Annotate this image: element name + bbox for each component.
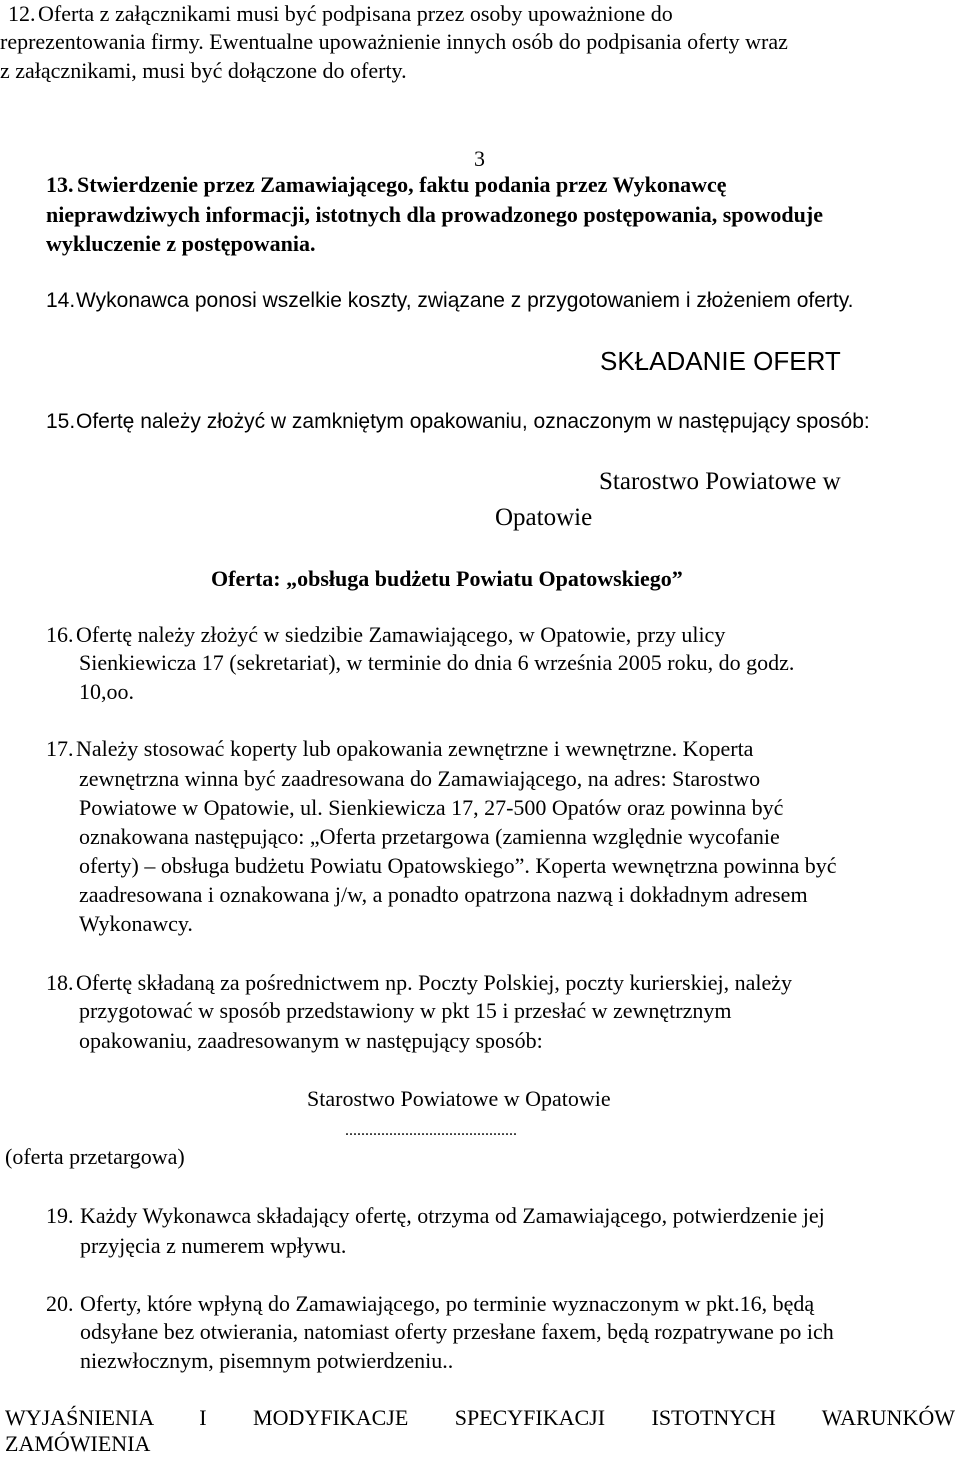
footer-heading-line-2: ZAMÓWIENIA [5, 1431, 151, 1456]
item-18-dots: ........................................... [345, 1122, 517, 1139]
item-16-line-2: Sienkiewicza 17 (sekretariat), w terminie do dnia 6 września 2005 roku, do godz. [79, 650, 795, 675]
item-16-line-1: Ofertę należy złożyć w siedzibie Zamawiającego, w Opatowie, przy ulicy [76, 622, 726, 647]
item-20-line-2: odsyłane bez otwierania, natomiast oferty przesłane faxem, będą rozpatrywane po ich [80, 1319, 834, 1344]
footer-heading-line-1: WYJAŚNIENIA I MODYFIKACJE SPECYFIKACJI ISTOTNYCH WARUNKÓW [5, 1405, 955, 1430]
item-19-line-1: Każdy Wykonawca składający ofertę, otrzyma od Zamawiającego, potwierdzenie jej [80, 1203, 825, 1228]
item-20-line-3: niezwłocznym, pisemnym potwierdzeniu.. [80, 1348, 454, 1373]
item-18-note: (oferta przetargowa) [5, 1144, 185, 1169]
item-15-number: 15. [46, 410, 76, 433]
item-18-line-1: Ofertę składaną za pośrednictwem np. Poczty Polskiej, poczty kurierskiej, należy [76, 970, 792, 995]
item-17-number: 17. [46, 736, 74, 761]
item-12-line-3: z załącznikami, musi być dołączone do oferty. [0, 58, 407, 83]
item-18-line-3: opakowaniu, zaadresowanym w następujący sposób: [79, 1028, 543, 1053]
item-17-line-3: Powiatowe w Opatowie, ul. Sienkiewicza 17, 27-500 Opatów oraz powinna być [79, 795, 784, 820]
item-18-number: 18. [46, 970, 74, 995]
item-13-line-3: wykluczenie z postępowania. [46, 231, 316, 256]
item-15-address-line-2: Opatowie [495, 504, 593, 531]
item-15-line-1: Ofertę należy złożyć w zamkniętym opakowaniu, oznaczonym w następujący sposób: [76, 410, 870, 433]
item-17-line-2: zewnętrzna winna być zaadresowana do Zamawiającego, na adres: Starostwo [79, 766, 761, 791]
item-13-line-2: nieprawdziwych informacji, istotnych dla prowadzonego postępowania, spowoduje [46, 202, 823, 227]
item-17-line-7: Wykonawcy. [79, 911, 193, 936]
item-12-line-2: reprezentowania firmy. Ewentualne upoważnienie innych osób do podpisania oferty wraz [0, 29, 788, 54]
page-number: 3 [474, 146, 485, 171]
item-18-address: Starostwo Powiatowe w Opatowie [307, 1086, 611, 1111]
item-19-line-2: przyjęcia z numerem wpływu. [80, 1233, 347, 1258]
item-12-number: 12. [8, 1, 36, 26]
item-17-line-1: Należy stosować koperty lub opakowania zewnętrzne i wewnętrzne. Koperta [76, 736, 754, 761]
item-15-address-line-1: Starostwo Powiatowe w [599, 468, 841, 495]
item-17-line-6: zaadresowana i oznakowana j/w, a ponadto opatrzona nazwą i dokładnym adresem [79, 882, 808, 907]
item-14-line-1: Wykonawca ponosi wszelkie koszty, związane z przygotowaniem i złożeniem oferty. [76, 289, 854, 312]
item-13-line-1: Stwierdzenie przez Zamawiającego, faktu podania przez Wykonawcę [77, 172, 727, 197]
item-16-line-3: 10,oo. [79, 679, 134, 704]
item-20-number: 20. [46, 1291, 74, 1316]
item-19-number: 19. [46, 1203, 74, 1228]
item-15-offer-label: Oferta: „obsługa budżetu Powiatu Opatowskiego” [211, 566, 683, 591]
item-14-number: 14. [46, 289, 76, 312]
item-17-line-4: oznakowana następująco: „Oferta przetargowa (zamienna względnie wycofanie [79, 824, 780, 849]
section-heading: SKŁADANIE OFERT [600, 346, 841, 376]
item-16-number: 16. [46, 622, 74, 647]
item-20-line-1: Oferty, które wpłyną do Zamawiającego, po terminie wyznaczonym w pkt.16, będą [80, 1291, 815, 1316]
item-12-line-1: Oferta z załącznikami musi być podpisana przez osoby upoważnione do [38, 1, 673, 26]
item-13-number: 13. [46, 172, 74, 197]
item-17-line-5: oferty) – obsługa budżetu Powiatu Opatowskiego”. Koperta wewnętrzna powinna być [79, 853, 837, 878]
item-18-line-2: przygotować w sposób przedstawiony w pkt 15 i przesłać w zewnętrznym [79, 998, 732, 1023]
